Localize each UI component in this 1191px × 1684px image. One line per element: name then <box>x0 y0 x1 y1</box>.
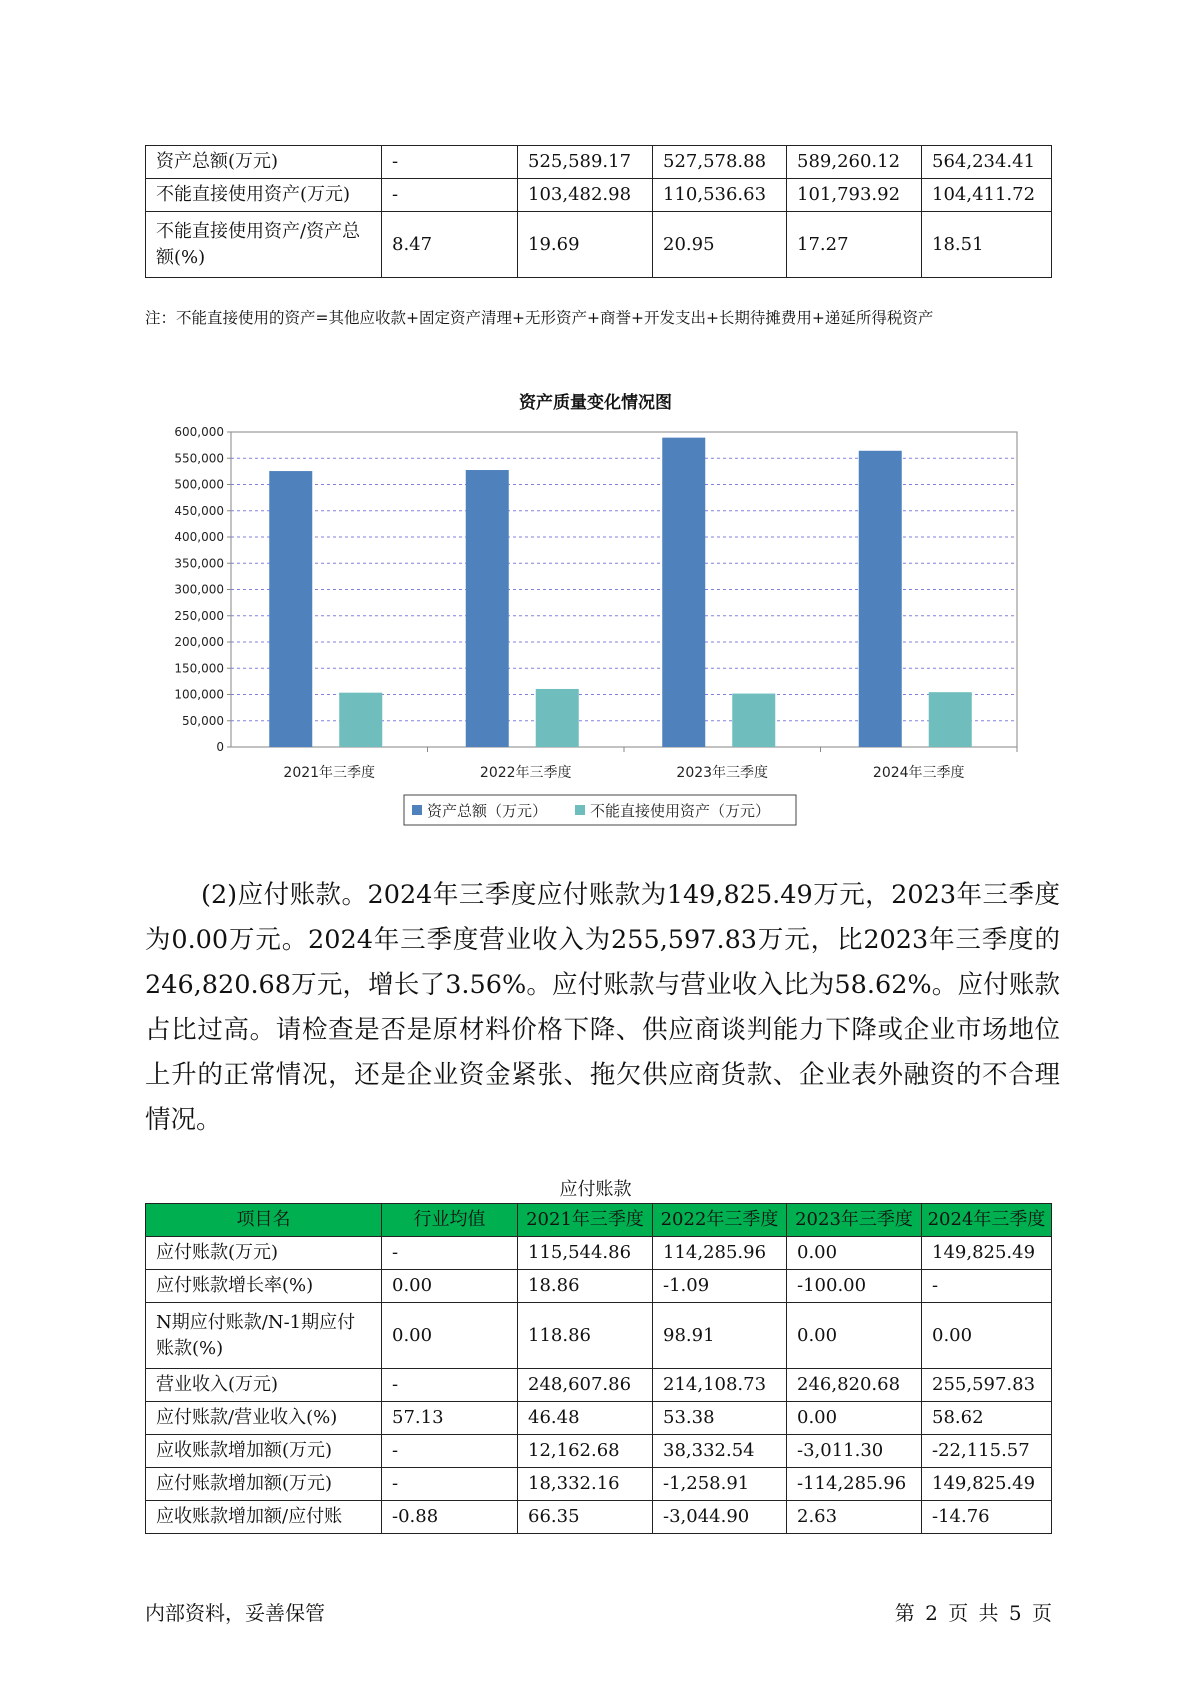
cell: -0.88 <box>382 1501 518 1534</box>
legend-label: 资产总额（万元） <box>427 802 548 820</box>
cell: 255,597.83 <box>922 1369 1052 1402</box>
y-tick-label: 500,000 <box>174 477 224 492</box>
table-note: 注：不能直接使用的资产=其他应收款+固定资产清理+无形资产+商誉+开发支出+长期待摊费用+递延所得税资产 <box>145 309 934 327</box>
row-label: 应付账款/营业收入(%) <box>146 1402 382 1435</box>
cell: 0.00 <box>787 1402 922 1435</box>
table-row <box>146 1402 1052 1435</box>
cell: 66.35 <box>518 1501 653 1534</box>
footer-confidential: 内部资料，妥善保管 <box>145 1601 325 1625</box>
asset-quality-chart <box>0 0 1191 840</box>
column-header: 行业均值 <box>382 1204 518 1237</box>
table-row <box>146 1468 1052 1501</box>
bar-total-assets <box>662 438 705 747</box>
cell: 110,536.63 <box>653 179 787 212</box>
x-tick-label: 2024年三季度 <box>872 765 965 781</box>
cell: 0.00 <box>787 1303 922 1369</box>
row-label: 应收账款增加额/应付账 <box>146 1501 382 1534</box>
cell: -1.09 <box>653 1270 787 1303</box>
cell: 8.47 <box>382 212 518 278</box>
y-tick-label: 0 <box>216 740 224 754</box>
cell: -14.76 <box>922 1501 1052 1534</box>
table-row <box>146 1303 1052 1369</box>
cell: - <box>382 1435 518 1468</box>
row-label: 不能直接使用资产(万元) <box>146 179 382 212</box>
cell: 149,825.49 <box>922 1237 1052 1270</box>
table-row <box>146 1270 1052 1303</box>
y-tick-label: 250,000 <box>174 608 224 623</box>
cell: 104,411.72 <box>922 179 1052 212</box>
cell: 149,825.49 <box>922 1468 1052 1501</box>
cell: -3,011.30 <box>787 1435 922 1468</box>
column-header: 项目名 <box>146 1204 382 1237</box>
cell: -22,115.57 <box>922 1435 1052 1468</box>
cell: 18.51 <box>922 212 1052 278</box>
table-row <box>146 1237 1052 1270</box>
row-label: 应收账款增加额(万元) <box>146 1435 382 1468</box>
y-tick-label: 600,000 <box>174 425 224 439</box>
row-label: 营业收入(万元) <box>146 1369 382 1402</box>
x-tick-label: 2023年三季度 <box>676 765 769 781</box>
chart-title: 资产质量变化情况图 <box>519 393 672 413</box>
table-header-row <box>146 1204 1052 1237</box>
paragraph-text: (2)应付账款。2024年三季度应付账款为149,825.49万元，2023年三季度为0.00万元。2024年三季度营业收入为255,597.83万元，比2023年三季度的246,820.68万元，增长了3.56%。应付账款与营业收入比为58.62%。应付账款占比过高。请检查是否是原材料价格下降、供应商谈判能力下降或企业市场地位上升的正常情况，还是企业资金紧张、拖欠供应商货款、企业表外融资的不合理情况。 <box>145 880 1060 1135</box>
bar-unusable-assets <box>732 694 775 747</box>
cell: - <box>922 1270 1052 1303</box>
table-caption: 应付账款 <box>559 1179 632 1200</box>
cell: 525,589.17 <box>518 146 653 179</box>
row-label: 不能直接使用资产/资产总额(%) <box>146 212 382 278</box>
cell: 18,332.16 <box>518 1468 653 1501</box>
legend-swatch <box>412 805 422 815</box>
cell: 246,820.68 <box>787 1369 922 1402</box>
cell: 2.63 <box>787 1501 922 1534</box>
x-tick-label: 2022年三季度 <box>479 765 572 781</box>
cell: - <box>382 179 518 212</box>
row-label: 应付账款增加额(万元) <box>146 1468 382 1501</box>
cell: - <box>382 146 518 179</box>
row-label: 应付账款增长率(%) <box>146 1270 382 1303</box>
cell: -3,044.90 <box>653 1501 787 1534</box>
bar-unusable-assets <box>339 693 382 747</box>
cell: 98.91 <box>653 1303 787 1369</box>
cell: 103,482.98 <box>518 179 653 212</box>
y-tick-label: 50,000 <box>182 713 224 728</box>
cell: 12,162.68 <box>518 1435 653 1468</box>
bar-unusable-assets <box>929 692 972 747</box>
cell: -114,285.96 <box>787 1468 922 1501</box>
cell: 115,544.86 <box>518 1237 653 1270</box>
cell: -1,258.91 <box>653 1468 787 1501</box>
page-number: 第 2 页 共 5 页 <box>894 1601 1052 1625</box>
column-header: 2024年三季度 <box>922 1204 1052 1237</box>
cell: 53.38 <box>653 1402 787 1435</box>
row-label: N期应付账款/N-1期应付账款(%) <box>146 1303 382 1369</box>
y-tick-label: 550,000 <box>174 451 224 466</box>
cell: 38,332.54 <box>653 1435 787 1468</box>
row-label: 资产总额(万元) <box>146 146 382 179</box>
y-tick-label: 300,000 <box>174 582 224 597</box>
cell: 589,260.12 <box>787 146 922 179</box>
cell: 214,108.73 <box>653 1369 787 1402</box>
analysis-paragraph <box>145 873 1060 1143</box>
cell: 118.86 <box>518 1303 653 1369</box>
cell: -100.00 <box>787 1270 922 1303</box>
y-tick-label: 400,000 <box>174 530 224 544</box>
x-tick-label: 2021年三季度 <box>283 765 376 781</box>
bar-total-assets <box>466 470 509 747</box>
cell: - <box>382 1468 518 1501</box>
cell: 19.69 <box>518 212 653 278</box>
cell: - <box>382 1369 518 1402</box>
cell: 46.48 <box>518 1402 653 1435</box>
column-header: 2021年三季度 <box>518 1204 653 1237</box>
row-label: 应付账款(万元) <box>146 1237 382 1270</box>
cell: 248,607.86 <box>518 1369 653 1402</box>
table-row <box>146 1369 1052 1402</box>
cell: 0.00 <box>922 1303 1052 1369</box>
bar-total-assets <box>859 451 902 747</box>
cell: 17.27 <box>787 212 922 278</box>
cell: 114,285.96 <box>653 1237 787 1270</box>
legend-swatch <box>575 805 585 815</box>
column-header: 2022年三季度 <box>653 1204 787 1237</box>
y-tick-label: 350,000 <box>174 556 224 571</box>
cell: 58.62 <box>922 1402 1052 1435</box>
y-tick-label: 150,000 <box>174 661 224 676</box>
cell: 18.86 <box>518 1270 653 1303</box>
legend-label: 不能直接使用资产（万元） <box>590 802 771 820</box>
cell: 57.13 <box>382 1402 518 1435</box>
cell: 564,234.41 <box>922 146 1052 179</box>
cell: 101,793.92 <box>787 179 922 212</box>
cell: - <box>382 1237 518 1270</box>
y-tick-label: 100,000 <box>174 687 224 702</box>
table-row <box>146 1435 1052 1468</box>
y-tick-label: 450,000 <box>174 503 224 518</box>
bar-total-assets <box>269 471 312 747</box>
payables-table <box>145 1203 1052 1534</box>
table-row <box>146 1501 1052 1534</box>
cell: 0.00 <box>382 1303 518 1369</box>
cell: 0.00 <box>382 1270 518 1303</box>
column-header: 2023年三季度 <box>787 1204 922 1237</box>
cell: 0.00 <box>787 1237 922 1270</box>
cell: 527,578.88 <box>653 146 787 179</box>
cell: 20.95 <box>653 212 787 278</box>
bar-unusable-assets <box>536 689 579 747</box>
y-tick-label: 200,000 <box>174 635 224 649</box>
